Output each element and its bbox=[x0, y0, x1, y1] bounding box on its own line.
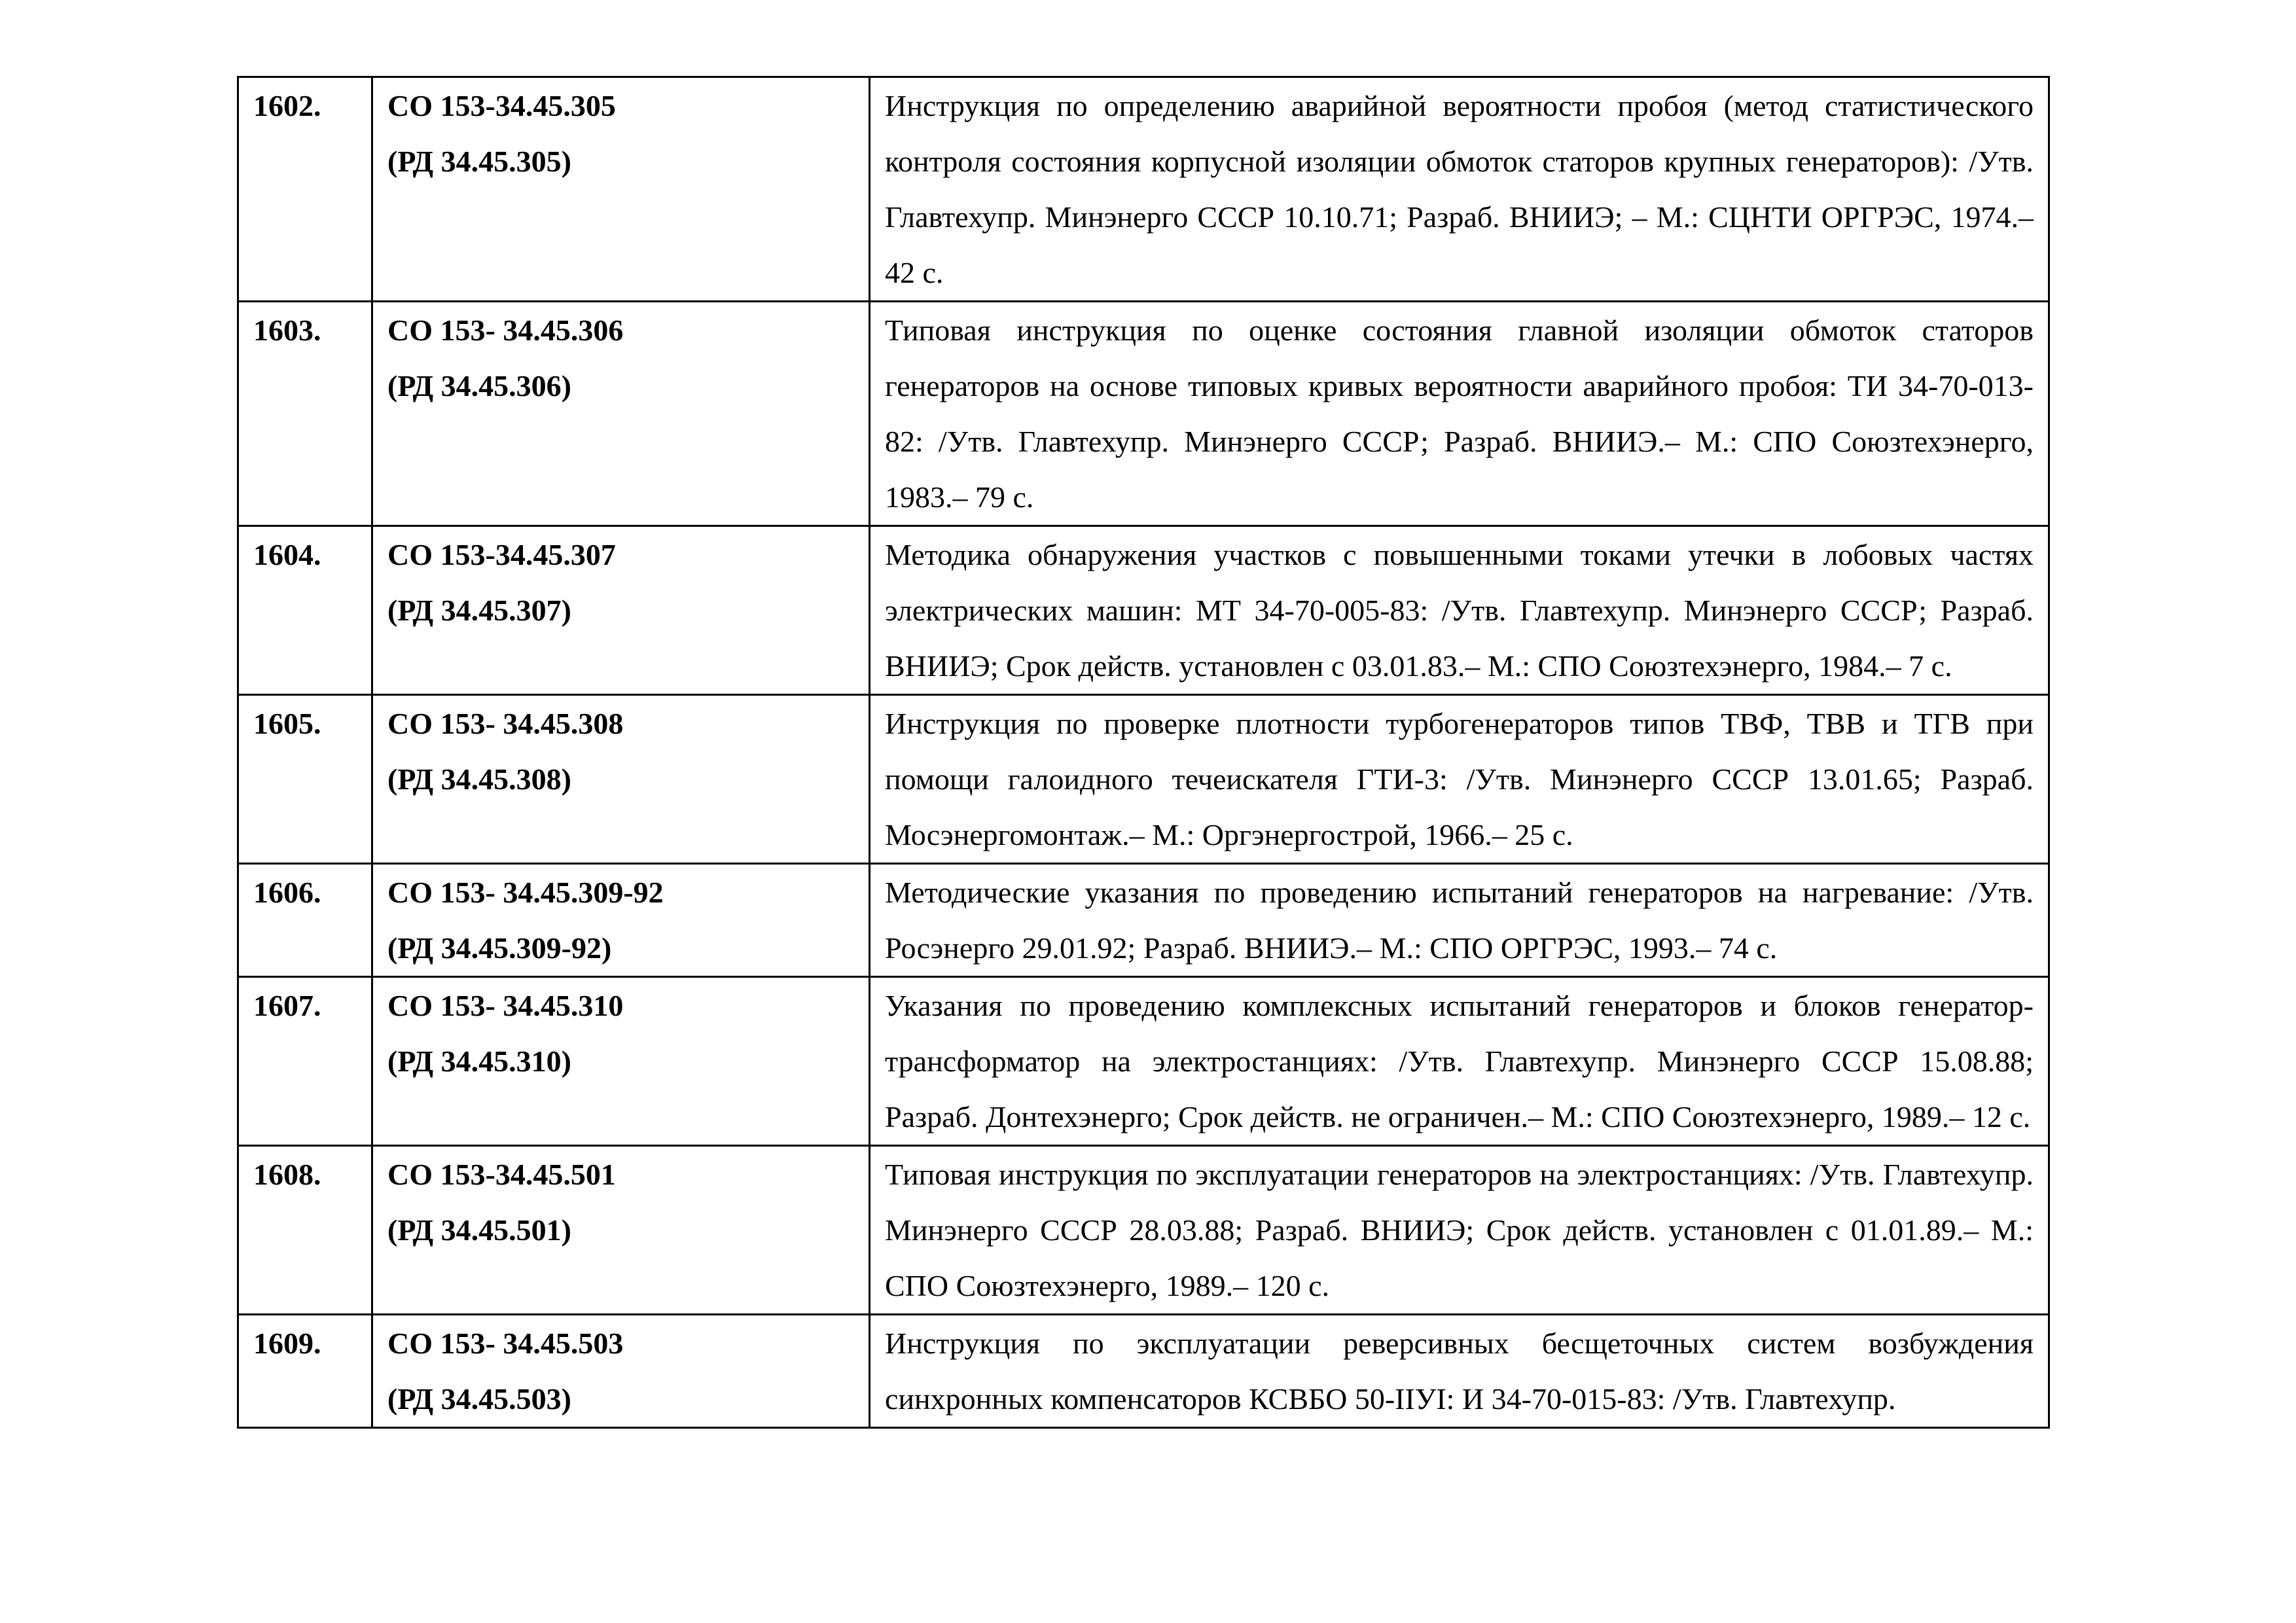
entry-so-code: СО 153- 34.45.309-92 bbox=[387, 876, 664, 909]
table-row bbox=[238, 526, 2049, 695]
entry-so-code: СО 153-34.45.307 bbox=[387, 538, 616, 571]
entry-number: 1603. bbox=[238, 302, 372, 526]
table-row bbox=[238, 977, 2049, 1146]
entry-so-code: СО 153-34.45.501 bbox=[387, 1158, 616, 1191]
entry-so-code: СО 153- 34.45.308 bbox=[387, 707, 624, 740]
entry-code-cell bbox=[372, 864, 870, 977]
table-row bbox=[238, 695, 2049, 864]
entry-so-code: СО 153- 34.45.306 bbox=[387, 313, 624, 347]
entry-code-cell bbox=[372, 302, 870, 526]
entry-code-cell bbox=[372, 77, 870, 302]
table-row bbox=[238, 302, 2049, 526]
entry-rd-code: (РД 34.45.309-92) bbox=[387, 931, 612, 965]
entry-code-cell bbox=[372, 695, 870, 864]
entry-so-code: СО 153- 34.45.503 bbox=[387, 1327, 624, 1360]
entry-description: Инструкция по эксплуатации реверсивных бесщеточных систем возбуждения синхронных компенсаторов КСВБО 50-IIУI: И 34-70-015-83: /Утв. Главтехупр. bbox=[870, 1315, 2049, 1428]
entry-number: 1604. bbox=[238, 526, 372, 695]
entry-description: Типовая инструкция по эксплуатации генераторов на электростанциях: /Утв. Главтехупр. Минэнерго СССР 28.03.88; Разраб. ВНИИЭ; Срок действ. установлен с 01.01.89.– М.: СПО Союзтехэнерго, 1989.– 120 с. bbox=[870, 1146, 2049, 1315]
table-row bbox=[238, 1315, 2049, 1428]
entry-description: Инструкция по определению аварийной вероятности пробоя (метод статистического контроля состояния корпусной изоляции обмоток статоров крупных генераторов): /Утв. Главтехупр. Минэнерго СССР 10.10.71; Разраб. ВНИИЭ; – М.: СЦНТИ ОРГРЭС, 1974.– 42 с. bbox=[870, 77, 2049, 302]
entry-rd-code: (РД 34.45.306) bbox=[387, 369, 571, 402]
entry-description: Типовая инструкция по оценке состояния главной изоляции обмоток статоров генераторов на основе типовых кривых вероятности аварийного пробоя: ТИ 34-70-013-82: /Утв. Главтехупр. Минэнерго СССР; Разраб. ВНИИЭ.– М.: СПО Союзтехэнерго, 1983.– 79 с. bbox=[870, 302, 2049, 526]
entry-description: Инструкция по проверке плотности турбогенераторов типов ТВФ, ТВВ и ТГВ при помощи галоидного течеискателя ГТИ-3: /Утв. Минэнерго СССР 13.01.65; Разраб. Мосэнергомонтаж.– М.: Оргэнергострой, 1966.– 25 с. bbox=[870, 695, 2049, 864]
entry-number: 1608. bbox=[238, 1146, 372, 1315]
entry-code-cell bbox=[372, 977, 870, 1146]
entry-number: 1606. bbox=[238, 864, 372, 977]
table-row bbox=[238, 864, 2049, 977]
entry-rd-code: (РД 34.45.503) bbox=[387, 1382, 571, 1416]
entry-so-code: СО 153- 34.45.310 bbox=[387, 989, 624, 1022]
entry-rd-code: (РД 34.45.305) bbox=[387, 145, 571, 178]
entry-code-cell bbox=[372, 1315, 870, 1428]
entry-rd-code: (РД 34.45.307) bbox=[387, 594, 571, 627]
entry-rd-code: (РД 34.45.308) bbox=[387, 762, 571, 796]
entry-description: Методика обнаружения участков с повышенными токами утечки в лобовых частях электрических машин: МТ 34-70-005-83: /Утв. Главтехупр. Минэнерго СССР; Разраб. ВНИИЭ; Срок действ. установлен с 03.01.83.– М.: СПО Союзтехэнерго, 1984.– 7 с. bbox=[870, 526, 2049, 695]
entry-so-code: СО 153-34.45.305 bbox=[387, 89, 616, 122]
entry-code-cell bbox=[372, 1146, 870, 1315]
entry-description: Методические указания по проведению испытаний генераторов на нагревание: /Утв. Росэнерго 29.01.92; Разраб. ВНИИЭ.– М.: СПО ОРГРЭС, 1993.– 74 с. bbox=[870, 864, 2049, 977]
entry-number: 1605. bbox=[238, 695, 372, 864]
entry-description: Указания по проведению комплексных испытаний генераторов и блоков генератор-трансформатор на электростанциях: /Утв. Главтехупр. Минэнерго СССР 15.08.88; Разраб. Донтехэнерго; Срок действ. не ограничен.– М.: СПО Союзтехэнерго, 1989.– 12 с. bbox=[870, 977, 2049, 1146]
entry-number: 1607. bbox=[238, 977, 372, 1146]
entry-code-cell bbox=[372, 526, 870, 695]
entry-number: 1602. bbox=[238, 77, 372, 302]
entry-rd-code: (РД 34.45.501) bbox=[387, 1213, 571, 1247]
entry-rd-code: (РД 34.45.310) bbox=[387, 1044, 571, 1078]
entry-number: 1609. bbox=[238, 1315, 372, 1428]
table-row bbox=[238, 77, 2049, 302]
standards-table bbox=[237, 76, 2050, 1429]
table-row bbox=[238, 1146, 2049, 1315]
